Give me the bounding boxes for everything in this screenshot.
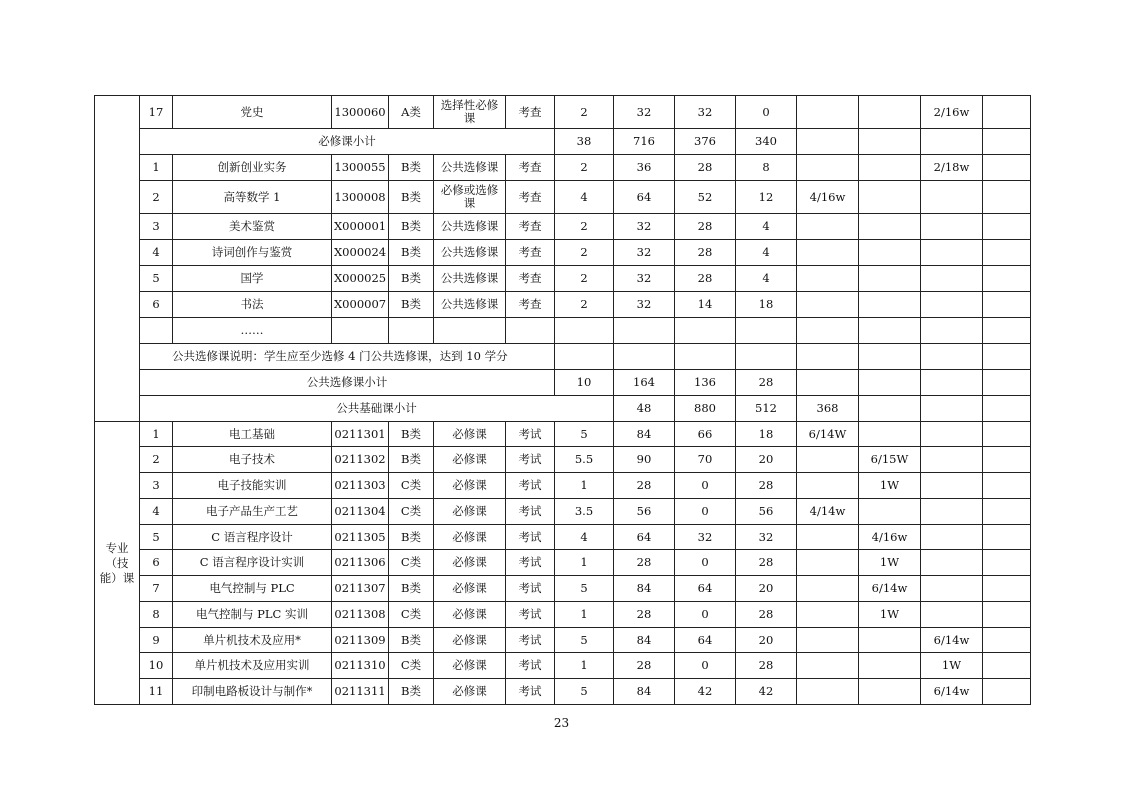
course-type: C类: [389, 653, 434, 679]
credits: 1: [555, 473, 614, 499]
table-row: [95, 155, 1031, 181]
theory-hours: 64: [675, 576, 736, 602]
practice-hours: 28: [736, 602, 797, 628]
course-name: 诗词创作与鉴赏: [173, 240, 332, 266]
theory-hours: 28: [675, 266, 736, 292]
practice-hours: 4: [736, 214, 797, 240]
course-number: 3: [140, 214, 173, 240]
theory-hours: 0: [675, 550, 736, 576]
total-hours: 84: [614, 422, 675, 447]
theory-hours: 28: [675, 240, 736, 266]
subtotal-row: [95, 370, 1031, 396]
course-code: 0211301: [332, 422, 389, 447]
course-nature: 必修课: [434, 422, 506, 447]
practice-hours: 18: [736, 292, 797, 318]
course-name: 电子技能实训: [173, 473, 332, 499]
semester-1-schedule: 6/14W: [797, 422, 859, 447]
practice-hours: 4: [736, 266, 797, 292]
course-number: 9: [140, 628, 173, 653]
credits: 3.5: [555, 499, 614, 525]
practice-hours: 28: [736, 653, 797, 679]
table-body: [95, 96, 1031, 705]
table-row: [95, 96, 1031, 129]
course-number: 3: [140, 473, 173, 499]
course-code: 1300060: [332, 96, 389, 129]
course-name: 创新创业实务: [173, 155, 332, 181]
practice-hours: 12: [736, 181, 797, 214]
practice-hours: 0: [736, 96, 797, 129]
theory-hours: 0: [675, 602, 736, 628]
course-name: 电气控制与 PLC: [173, 576, 332, 602]
table-row: [95, 240, 1031, 266]
course-code: 0211305: [332, 525, 389, 550]
total-hours: 28: [614, 550, 675, 576]
table-row: [95, 181, 1031, 214]
theory-hours: 70: [675, 447, 736, 473]
semester-1-schedule: 4/14w: [797, 499, 859, 525]
semester-2-schedule: 1W: [859, 473, 921, 499]
practice-hours: 28: [736, 550, 797, 576]
course-name: 单片机技术及应用*: [173, 628, 332, 653]
semester-2-schedule: 6/14w: [859, 576, 921, 602]
total-hours: 84: [614, 576, 675, 602]
total-hours: 32: [614, 292, 675, 318]
total-hours: 164: [614, 370, 675, 396]
course-number: 11: [140, 679, 173, 705]
practice-hours: 20: [736, 628, 797, 653]
theory-hours: 14: [675, 292, 736, 318]
exam-mode: 考查: [506, 155, 555, 181]
theory-hours: 42: [675, 679, 736, 705]
course-nature: 公共选修课: [434, 292, 506, 318]
course-name: 高等数学 1: [173, 181, 332, 214]
practice-hours: 368: [797, 396, 859, 422]
course-type: B类: [389, 214, 434, 240]
course-nature: 必修课: [434, 628, 506, 653]
subtotal-row: [95, 129, 1031, 155]
subtotal-row: [95, 396, 1031, 422]
credits: 5: [555, 628, 614, 653]
subtotal-label: 必修课小计: [140, 129, 555, 155]
course-code: 0211311: [332, 679, 389, 705]
course-type: B类: [389, 525, 434, 550]
course-number: 2: [140, 447, 173, 473]
credits: 4: [555, 525, 614, 550]
semester-2-schedule: 6/15W: [859, 447, 921, 473]
semester-2-schedule: 1W: [859, 602, 921, 628]
course-number: 4: [140, 499, 173, 525]
course-nature: 公共选修课: [434, 240, 506, 266]
exam-mode: 考试: [506, 653, 555, 679]
table-row: [95, 550, 1031, 576]
course-nature: 必修课: [434, 576, 506, 602]
semester-3-schedule: 1W: [921, 653, 983, 679]
practice-hours: 56: [736, 499, 797, 525]
course-nature: 公共选修课: [434, 155, 506, 181]
table-row: [95, 653, 1031, 679]
course-nature: 必修或选修课: [434, 181, 506, 214]
exam-mode: 考查: [506, 266, 555, 292]
course-nature: 必修课: [434, 653, 506, 679]
course-code: 1300055: [332, 155, 389, 181]
semester-3-schedule: 6/14w: [921, 679, 983, 705]
note-row: [95, 344, 1031, 370]
exam-mode: 考查: [506, 181, 555, 214]
course-type: B类: [389, 266, 434, 292]
course-type: C类: [389, 473, 434, 499]
semester-3-schedule: 6/14w: [921, 628, 983, 653]
course-name: 电子产品生产工艺: [173, 499, 332, 525]
total-hours: 32: [614, 214, 675, 240]
course-name: 单片机技术及应用实训: [173, 653, 332, 679]
course-type: B类: [389, 679, 434, 705]
course-number: 5: [140, 525, 173, 550]
practice-hours: 8: [736, 155, 797, 181]
professional-category-cell: 专业（技能）课: [95, 422, 140, 705]
total-hours: 32: [614, 266, 675, 292]
course-code: 0211306: [332, 550, 389, 576]
course-type: B类: [389, 422, 434, 447]
course-nature: 公共选修课: [434, 266, 506, 292]
exam-mode: 考试: [506, 550, 555, 576]
practice-hours: 28: [736, 473, 797, 499]
practice-hours: 18: [736, 422, 797, 447]
course-number: 2: [140, 181, 173, 214]
total-hours: 32: [614, 240, 675, 266]
course-nature: 必修课: [434, 447, 506, 473]
total-hours: 28: [614, 602, 675, 628]
course-name: 国学: [173, 266, 332, 292]
credits: 38: [555, 129, 614, 155]
total-hours: 28: [614, 473, 675, 499]
course-number: 8: [140, 602, 173, 628]
table-row: [95, 266, 1031, 292]
practice-hours: 20: [736, 447, 797, 473]
theory-hours: 512: [736, 396, 797, 422]
course-code: X000024: [332, 240, 389, 266]
course-code: 0211302: [332, 447, 389, 473]
table-row: [95, 679, 1031, 705]
exam-mode: 考查: [506, 240, 555, 266]
course-name: 党史: [173, 96, 332, 129]
table-row: [95, 576, 1031, 602]
credits: 5.5: [555, 447, 614, 473]
theory-hours: 64: [675, 628, 736, 653]
exam-mode: 考试: [506, 628, 555, 653]
theory-hours: 52: [675, 181, 736, 214]
subtotal-label: 公共选修课小计: [140, 370, 555, 396]
public-category-cell: [95, 96, 140, 422]
course-code: 0211308: [332, 602, 389, 628]
total-hours: 90: [614, 447, 675, 473]
course-nature: 选择性必修课: [434, 96, 506, 129]
course-type: B类: [389, 240, 434, 266]
course-type: C类: [389, 499, 434, 525]
credits: 2: [555, 155, 614, 181]
course-name: 书法: [173, 292, 332, 318]
course-type: B类: [389, 628, 434, 653]
subtotal-label: 公共基础课小计: [140, 396, 614, 422]
table-row: [95, 628, 1031, 653]
practice-hours: 340: [736, 129, 797, 155]
course-type: B类: [389, 292, 434, 318]
course-type: B类: [389, 181, 434, 214]
course-name: 印制电路板设计与制作*: [173, 679, 332, 705]
course-number: 1: [140, 422, 173, 447]
course-type: A类: [389, 96, 434, 129]
theory-hours: 28: [675, 214, 736, 240]
total-hours: 64: [614, 525, 675, 550]
total-hours: 64: [614, 181, 675, 214]
practice-hours: 42: [736, 679, 797, 705]
course-type: B类: [389, 155, 434, 181]
total-hours: 36: [614, 155, 675, 181]
course-code: 0211307: [332, 576, 389, 602]
credits: 10: [555, 370, 614, 396]
theory-hours: 32: [675, 96, 736, 129]
credits: 2: [555, 266, 614, 292]
course-name: 美术鉴赏: [173, 214, 332, 240]
course-number: 1: [140, 155, 173, 181]
course-nature: 必修课: [434, 602, 506, 628]
course-code: X000025: [332, 266, 389, 292]
ellipsis-cell: ……: [173, 318, 332, 344]
exam-mode: 考查: [506, 292, 555, 318]
table-row: [95, 499, 1031, 525]
theory-hours: 376: [675, 129, 736, 155]
total-hours: 880: [675, 396, 736, 422]
course-nature: 公共选修课: [434, 214, 506, 240]
table-row: [95, 447, 1031, 473]
course-number: 7: [140, 576, 173, 602]
course-code: X000007: [332, 292, 389, 318]
course-name: 电气控制与 PLC 实训: [173, 602, 332, 628]
course-name: C 语言程序设计实训: [173, 550, 332, 576]
total-hours: 84: [614, 628, 675, 653]
course-nature: 必修课: [434, 550, 506, 576]
credits: 1: [555, 550, 614, 576]
exam-mode: 考试: [506, 422, 555, 447]
theory-hours: 0: [675, 473, 736, 499]
course-code: X000001: [332, 214, 389, 240]
course-number: 4: [140, 240, 173, 266]
total-hours: 28: [614, 653, 675, 679]
course-code: 0211304: [332, 499, 389, 525]
course-type: C类: [389, 602, 434, 628]
credits: 4: [555, 181, 614, 214]
exam-mode: 考试: [506, 473, 555, 499]
elective-note: 公共选修课说明：学生应至少选修 4 门公共选修课，达到 10 学分: [140, 344, 555, 370]
semester-2-schedule: 4/16w: [859, 525, 921, 550]
course-type: B类: [389, 576, 434, 602]
table-row: [95, 602, 1031, 628]
exam-mode: 考试: [506, 602, 555, 628]
table-row: [95, 292, 1031, 318]
credits: 2: [555, 292, 614, 318]
exam-mode: 考试: [506, 525, 555, 550]
total-hours: 32: [614, 96, 675, 129]
course-nature: 必修课: [434, 499, 506, 525]
credits: 5: [555, 576, 614, 602]
credits: 1: [555, 653, 614, 679]
total-hours: 56: [614, 499, 675, 525]
semester-5-schedule: 2/18w: [921, 155, 983, 181]
theory-hours: 66: [675, 422, 736, 447]
credits: 48: [614, 396, 675, 422]
credits: 2: [555, 240, 614, 266]
page-number: 23: [553, 716, 570, 730]
table-row: [95, 473, 1031, 499]
credits: 2: [555, 96, 614, 129]
theory-hours: 0: [675, 653, 736, 679]
exam-mode: 考试: [506, 679, 555, 705]
exam-mode: 考试: [506, 576, 555, 602]
credits: 2: [555, 214, 614, 240]
theory-hours: 136: [675, 370, 736, 396]
theory-hours: 28: [675, 155, 736, 181]
credits: 1: [555, 602, 614, 628]
course-number: 6: [140, 292, 173, 318]
exam-mode: 考试: [506, 447, 555, 473]
course-number: 10: [140, 653, 173, 679]
exam-mode: 考查: [506, 214, 555, 240]
course-nature: 必修课: [434, 473, 506, 499]
course-nature: 必修课: [434, 679, 506, 705]
course-code: 0211310: [332, 653, 389, 679]
course-name: 电工基础: [173, 422, 332, 447]
practice-hours: 4: [736, 240, 797, 266]
semester-1-schedule: 4/16w: [797, 181, 859, 214]
theory-hours: 0: [675, 499, 736, 525]
credits: 5: [555, 422, 614, 447]
theory-hours: 32: [675, 525, 736, 550]
credits: 5: [555, 679, 614, 705]
curriculum-table: [94, 95, 1031, 705]
semester-5-schedule: 2/16w: [921, 96, 983, 129]
course-number: 17: [140, 96, 173, 129]
table-row: [95, 318, 1031, 344]
exam-mode: 考查: [506, 96, 555, 129]
table-row: [95, 422, 1031, 447]
table-row: [95, 525, 1031, 550]
course-name: C 语言程序设计: [173, 525, 332, 550]
course-number: 6: [140, 550, 173, 576]
practice-hours: 20: [736, 576, 797, 602]
course-number: 5: [140, 266, 173, 292]
table-row: [95, 214, 1031, 240]
course-code: 0211309: [332, 628, 389, 653]
total-hours: 84: [614, 679, 675, 705]
course-type: B类: [389, 447, 434, 473]
course-code: 1300008: [332, 181, 389, 214]
practice-hours: 32: [736, 525, 797, 550]
exam-mode: 考试: [506, 499, 555, 525]
practice-hours: 28: [736, 370, 797, 396]
course-type: C类: [389, 550, 434, 576]
course-name: 电子技术: [173, 447, 332, 473]
semester-2-schedule: 1W: [859, 550, 921, 576]
total-hours: 716: [614, 129, 675, 155]
course-nature: 必修课: [434, 525, 506, 550]
course-code: 0211303: [332, 473, 389, 499]
